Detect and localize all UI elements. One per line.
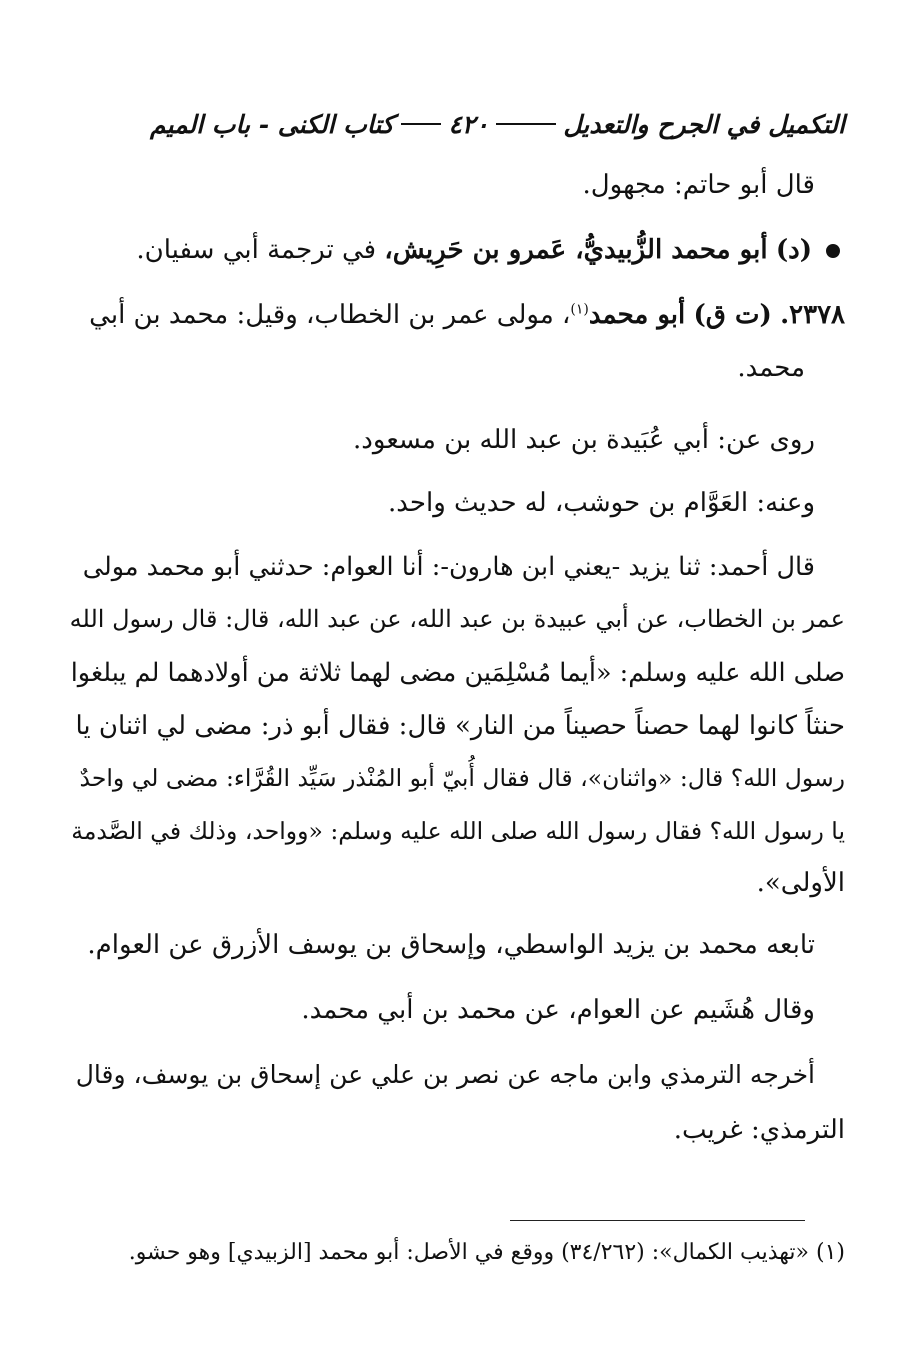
- header-rule: [401, 123, 441, 125]
- header-rule: [496, 123, 556, 125]
- entry-name: أبو محمد: [588, 300, 686, 330]
- numbered-entry: [70, 300, 845, 331]
- text-line: عمر بن الخطاب، عن أبي عبيدة بن عبد الله، عن عبد الله، قال: قال رسول الله: [69, 605, 845, 633]
- text-line: محمد.: [737, 353, 805, 383]
- text-line: قال أحمد: ثنا يزيد -يعني ابن هارون-: أنا العوام: حدثني أبو محمد مولى: [82, 552, 815, 582]
- bullet-entry: [70, 235, 840, 266]
- page-number: ٤٢٠: [448, 109, 489, 139]
- text-line: وعنه: العَوَّام بن حوشب، له حديث واحد.: [388, 488, 815, 518]
- entry-siglum: (ت ق): [693, 300, 772, 330]
- text-line: تابعه محمد بن يزيد الواسطي، وإسحاق بن يوسف الأزرق عن العوام.: [87, 930, 815, 960]
- text-line: روى عن: أبي عُبَيدة بن عبد الله بن مسعود.: [353, 425, 815, 455]
- entry-text: ، مولى عمر بن الخطاب، وقيل: محمد بن أبي: [89, 300, 571, 330]
- entry-number: ٢٣٧٨.: [780, 300, 845, 330]
- text-line: يا رسول الله؟ فقال رسول الله صلى الله عليه وسلم: «وواحد، وذلك في الصَّدمة: [71, 817, 845, 845]
- text-line: الأولى».: [756, 868, 845, 898]
- footnote-divider: [510, 1220, 805, 1221]
- running-header: [150, 104, 845, 144]
- text-line: الترمذي: غريب.: [673, 1115, 845, 1145]
- section-title: كتاب الكنى - باب الميم: [150, 109, 394, 139]
- footnote: [70, 1240, 845, 1266]
- text-line: أخرجه الترمذي وابن ماجه عن نصر بن علي عن إسحاق بن يوسف، وقال: [75, 1060, 815, 1089]
- text-line: وقال هُشَيم عن العوام، عن محمد بن أبي محمد.: [301, 995, 815, 1025]
- entry-text: في ترجمة أبي سفيان.: [136, 235, 377, 265]
- entry-name: أبو محمد الزُّبيديُّ، عَمرو بن حَرِيش،: [384, 235, 768, 265]
- bullet-icon: [826, 244, 840, 258]
- text-line: حنثاً كانوا لهما حصناً حصيناً من النار» قال: فقال أبو ذر: مضى لي اثنان يا: [75, 711, 845, 741]
- footnote-text: «تهذيب الكمال»: (٣٤/٢٦٢) ووقع في الأصل: أبو محمد [الزبيدي] وهو حشو.: [128, 1240, 809, 1265]
- text-line: صلى الله عليه وسلم: «أيما مُسْلِمَين مضى لهما ثلاثة من أولادهما لم يبلغوا: [70, 658, 845, 688]
- footnote-marker: (١): [815, 1240, 845, 1265]
- text-line: رسول الله؟ قال: «واثنان»، قال فقال أُبيّ أبو المُنْذر سَيِّد القُرَّاء: مضى لي واحدٌ: [79, 764, 845, 792]
- book-title: التكميل في الجرح والتعديل: [563, 109, 845, 139]
- entry-siglum: (د): [775, 235, 812, 265]
- footnote-marker: (١): [570, 301, 589, 318]
- text-line: قال أبو حاتم: مجهول.: [582, 170, 815, 200]
